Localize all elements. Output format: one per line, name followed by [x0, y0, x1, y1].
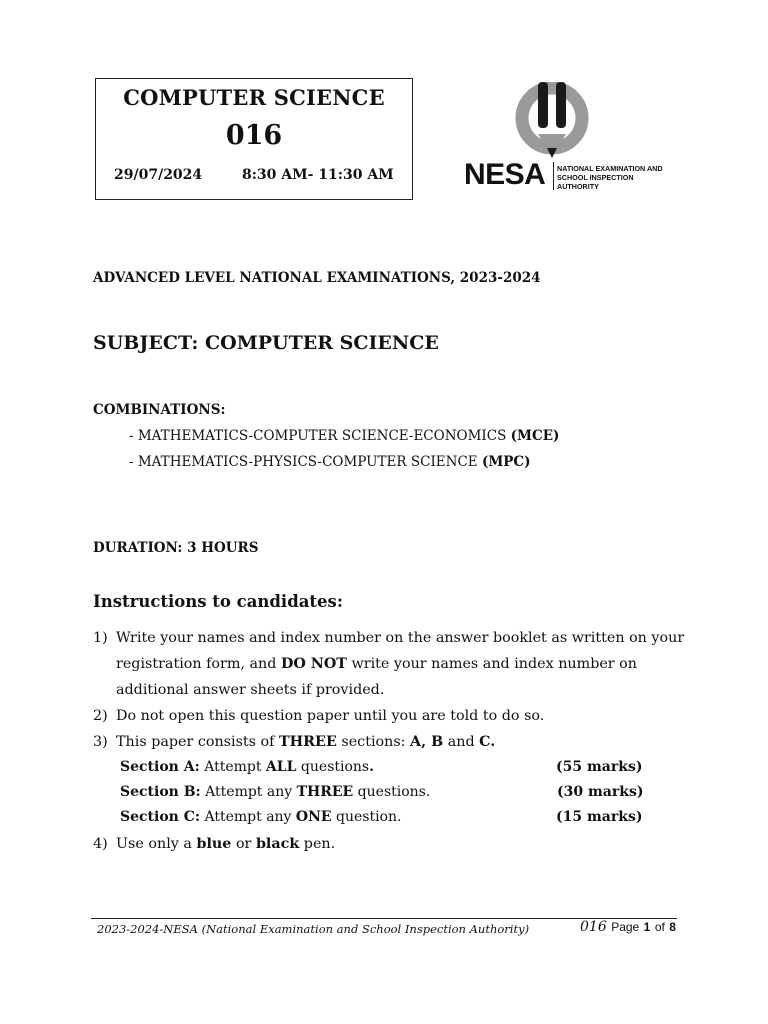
text-part: Attempt any	[200, 784, 297, 800]
text-part: and	[443, 734, 480, 750]
header-exam-time: 8:30 AM- 11:30 AM	[242, 167, 394, 183]
combination-code: (MCE)	[510, 428, 560, 444]
text-part: Use only a	[116, 836, 197, 852]
header-paper-code: 016	[225, 120, 283, 151]
footer-authority-text: 2023-2024-NESA (National Examination and School Inspection Authority)	[97, 922, 530, 936]
duration-label: DURATION: 3 HOURS	[93, 540, 259, 556]
footer-of-word: of	[654, 920, 665, 934]
text-part: Attempt	[199, 759, 266, 775]
combination-text: - MATHEMATICS-PHYSICS-COMPUTER SCIENCE	[129, 454, 478, 470]
section-marks-a: (55 marks)	[556, 759, 643, 775]
section-row-b	[120, 784, 430, 800]
exam-title: ADVANCED LEVEL NATIONAL EXAMINATIONS, 2023-2024	[93, 270, 541, 286]
section-label: Section A:	[120, 759, 200, 775]
section-row-c	[120, 809, 402, 825]
footer-page-current: 1	[643, 920, 651, 934]
instruction-text	[116, 729, 686, 755]
instruction-text	[116, 625, 686, 703]
footer-page-info	[580, 919, 676, 935]
emphasis-text: black	[255, 836, 300, 852]
combinations-label: COMBINATIONS:	[93, 402, 226, 418]
nesa-logo-mark-icon	[512, 82, 592, 164]
nesa-full-name	[557, 164, 685, 191]
emphasis-text: A, B	[410, 734, 444, 750]
nesa-logo	[462, 82, 682, 192]
text-part: questions.	[353, 784, 431, 800]
text-part: write your names and index number on additional answer sheets if provided.	[116, 656, 638, 698]
instruction-number: 4)	[93, 836, 108, 852]
header-subject-title: COMPUTER SCIENCE	[123, 85, 385, 110]
footer-paper-code: 016	[580, 919, 607, 935]
text-part: This paper consists of	[116, 734, 280, 750]
instruction-number: 2)	[93, 708, 108, 724]
text-part: question.	[331, 809, 402, 825]
combination-code: (MPC)	[481, 454, 531, 470]
text-part: Attempt any	[200, 809, 296, 825]
header-exam-date: 29/07/2024	[114, 167, 203, 183]
combination-item	[129, 454, 531, 470]
emphasis-text: blue	[196, 836, 232, 852]
nesa-acronym: NESA	[464, 158, 546, 191]
emphasis-text: C.	[479, 734, 496, 750]
text-part: Write your names and index number on the answer booklet as written on your registration form, and	[116, 630, 685, 672]
combination-item	[129, 428, 559, 444]
text-part: or	[231, 836, 256, 852]
instruction-number: 3)	[93, 734, 108, 750]
emphasis-text: ALL	[265, 759, 297, 775]
text-part: .	[369, 759, 374, 775]
nesa-name-line-3: AUTHORITY	[557, 182, 599, 191]
section-label: Section B:	[120, 784, 201, 800]
nesa-name-line-2: SCHOOL INSPECTION	[557, 173, 634, 182]
text-part: pen.	[299, 836, 336, 852]
text-part: questions	[296, 759, 370, 775]
instruction-number: 1)	[93, 630, 108, 646]
emphasis-text: ONE	[295, 809, 332, 825]
text-part: sections:	[336, 734, 411, 750]
instruction-text	[116, 831, 686, 857]
nesa-name-line-1: NATIONAL EXAMINATION AND	[557, 164, 663, 173]
section-label: Section C:	[120, 809, 201, 825]
section-row-a	[120, 759, 374, 775]
section-marks-b: (30 marks)	[557, 784, 644, 800]
subject-heading: SUBJECT: COMPUTER SCIENCE	[93, 332, 439, 354]
footer-page-total: 8	[669, 920, 676, 934]
section-marks-c: (15 marks)	[556, 809, 643, 825]
emphasis-text: THREE	[296, 784, 354, 800]
instructions-title: Instructions to candidates:	[93, 592, 343, 611]
footer-page-word: Page	[611, 920, 640, 934]
instruction-text: Do not open this question paper until you are told to do so.	[116, 708, 545, 724]
logo-divider	[553, 162, 554, 190]
exam-header-box	[95, 78, 413, 200]
emphasis-text: THREE	[279, 734, 337, 750]
combination-text: - MATHEMATICS-COMPUTER SCIENCE-ECONOMICS	[129, 428, 507, 444]
emphasis-text: DO NOT	[280, 656, 347, 672]
